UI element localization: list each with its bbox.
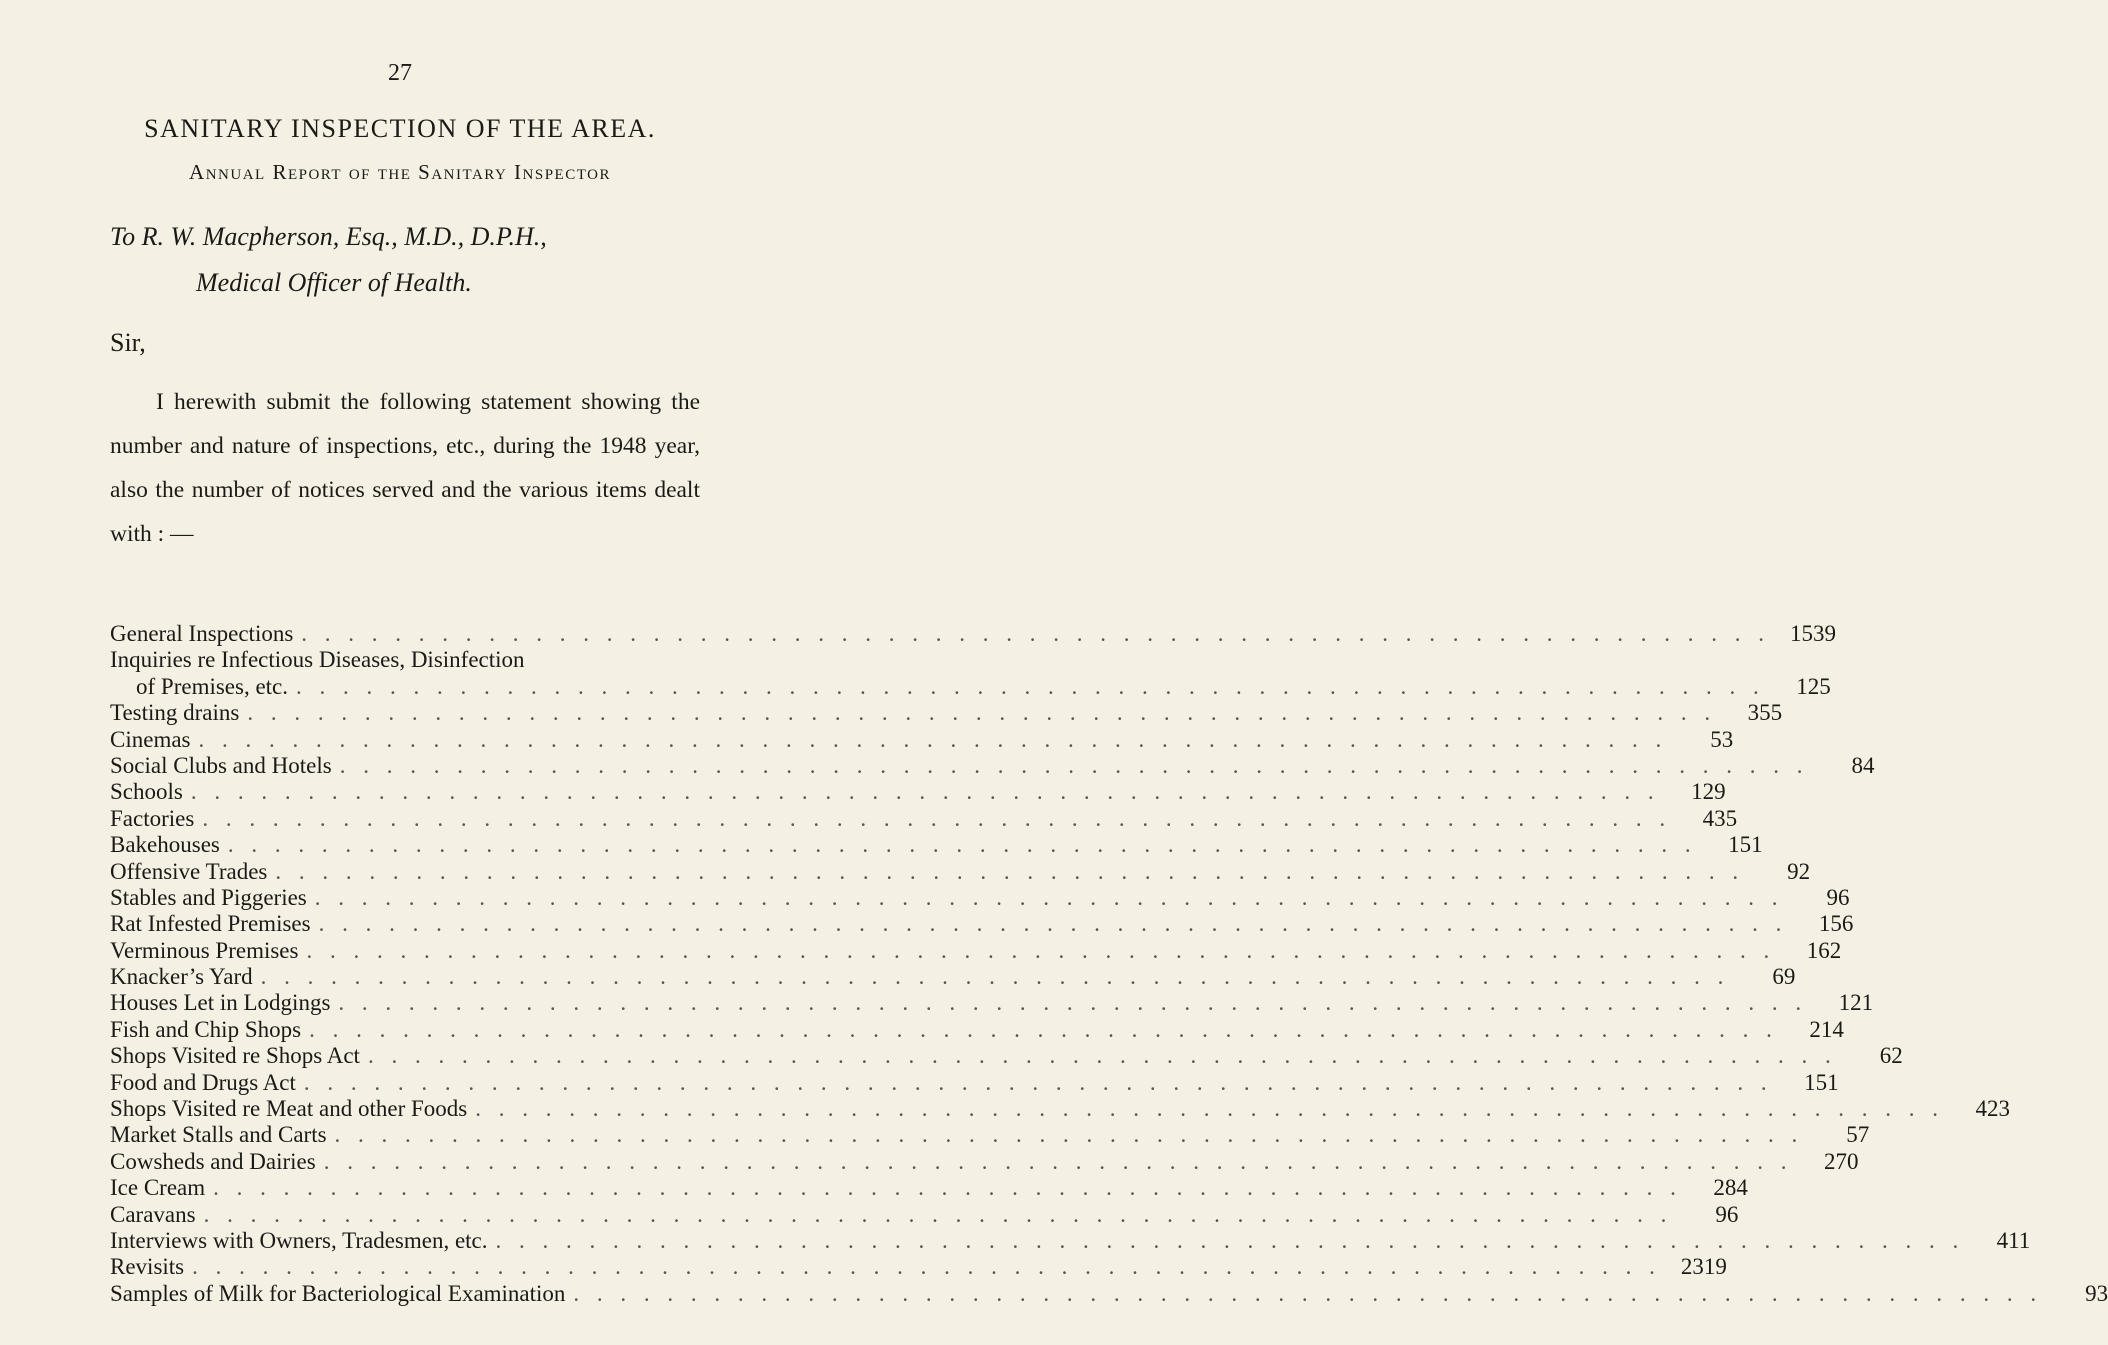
row-value: 93: [2085, 1280, 2108, 1306]
leader-dots: . . . . . . . . . . . . . . . . . . . . . . . . . . . . . . . . . . . . . . . . . . . . . . . . . . . . . . . . . . . . . . .: [296, 673, 1765, 699]
row-label: Cowsheds and Dairies: [110, 1148, 316, 1174]
table-row: [110, 621, 1837, 647]
row-value: 214: [1809, 1016, 1844, 1042]
leader-dots: . . . . . . . . . . . . . . . . . . . . . . . . . . . . . . . . . . . . . . . . . . . . . . . . . . . . . . . . . . . . . . .: [198, 726, 1668, 752]
addressee-title: Medical Officer of Health.: [196, 268, 472, 297]
row-label: Cinemas: [110, 726, 191, 752]
row-value: 96: [1715, 1201, 1739, 1227]
leader-dots: . . . . . . . . . . . . . . . . . . . . . . . . . . . . . . . . . . . . . . . . . . . . . . . . . . . . . . . . . . . . . . .: [318, 911, 1788, 937]
row-label: Market Stalls and Carts: [110, 1122, 327, 1148]
table-row: [110, 1280, 2108, 1307]
row-value: 121: [1838, 990, 1874, 1016]
row-label: Revisits: [110, 1254, 185, 1280]
table-row: [110, 1254, 1727, 1280]
table-row: [110, 858, 1811, 885]
intro-paragraph: I herewith submit the following statement showing the number and nature of inspections, etc., during the 1948 year, also the number of notices served and the various items dealt with : —: [110, 389, 700, 547]
table-row: [110, 1148, 1859, 1175]
row-label: Food and Drugs Act: [110, 1069, 296, 1095]
row-value: 62: [1879, 1043, 1903, 1069]
leader-dots: . . . . . . . . . . . . . . . . . . . . . . . . . . . . . . . . . . . . . . . . . . . . . . . . . . . . . . . . . . . . . . .: [227, 832, 1697, 858]
leader-dots: . . . . . . . . . . . . . . . . . . . . . . . . . . . . . . . . . . . . . . . . . . . . . . . . . . . . . . . . . . . . . . .: [301, 621, 1771, 646]
row-label: General Inspections: [110, 621, 294, 646]
table-row: [110, 937, 1842, 964]
table-row: [110, 726, 1734, 753]
table-row: [110, 911, 1854, 937]
row-label: Shops Visited re Meat and other Foods: [110, 1096, 468, 1122]
row-value: 151: [1728, 832, 1763, 858]
table-row: [110, 673, 1831, 700]
table-row: [110, 1175, 1748, 1201]
row-label: Stables and Piggeries: [110, 884, 307, 910]
leader-dots: . . . . . . . . . . . . . . . . . . . . . . . . . . . . . . . . . . . . . . . . . . . . . . . . . . . . . . . . . . . . . . .: [475, 1096, 1944, 1122]
leader-dots: . . . . . . . . . . . . . . . . . . . . . . . . . . . . . . . . . . . . . . . . . . . . . . . . . . . . . . . . . . . . . . .: [339, 752, 1809, 778]
row-label: Houses Let in Lodgings: [110, 990, 331, 1016]
row-value: 92: [1787, 858, 1811, 884]
addressee-line: To R. W. Macpherson, Esq., M.D., D.P.H.,: [110, 222, 547, 251]
row-label: Schools: [110, 779, 183, 805]
leader-dots: . . . . . . . . . . . . . . . . . . . . . . . . . . . . . . . . . . . . . . . . . . . . . . . . . . . . . . . . . . . . . . .: [260, 964, 1730, 990]
leader-dots: . . . . . . . . . . . . . . . . . . . . . . . . . . . . . . . . . . . . . . . . . . . . . . . . . . . . . . . . . . . . . . .: [495, 1227, 1965, 1253]
leader-dots: . . . . . . . . . . . . . . . . . . . . . . . . . . . . . . . . . . . . . . . . . . . . . . . . . . . . . . . . . . . . . . .: [202, 805, 1672, 831]
row-label: Knacker’s Yard: [110, 964, 253, 990]
leader-dots: . . . . . . . . . . . . . . . . . . . . . . . . . . . . . . . . . . . . . . . . . . . . . . . . . . . . . . . . . . . . . . .: [303, 1069, 1773, 1095]
leader-dots: . . . . . . . . . . . . . . . . . . . . . . . . . . . . . . . . . . . . . . . . . . . . . . . . . . . . . . . . . . . . . . .: [213, 1175, 1682, 1201]
row-value: 57: [1846, 1122, 1870, 1148]
table-row: [110, 1016, 1844, 1043]
leader-dots: . . . . . . . . . . . . . . . . . . . . . . . . . . . . . . . . . . . . . . . . . . . . . . . . . . . . . . . . . . . . . . .: [573, 1280, 2043, 1306]
leader-dots: . . . . . . . . . . . . . . . . . . . . . . . . . . . . . . . . . . . . . . . . . . . . . . . . . . . . . . . . . . . . . . .: [247, 700, 1717, 726]
row-value: 435: [1702, 805, 1738, 831]
row-value: 151: [1804, 1069, 1839, 1095]
row-value: 284: [1713, 1175, 1748, 1201]
table-row: [110, 700, 1783, 726]
row-label: Bakehouses: [110, 832, 220, 858]
leader-dots: . . . . . . . . . . . . . . . . . . . . . . . . . . . . . . . . . . . . . . . . . . . . . . . . . . . . . . . . . . . . . . .: [334, 1122, 1804, 1148]
row-label: Caravans: [110, 1201, 196, 1227]
table-row: [110, 1201, 1739, 1228]
row-value: 162: [1806, 937, 1842, 963]
row-value: 423: [1975, 1096, 2010, 1122]
row-label: Offensive Trades: [110, 858, 268, 884]
leader-dots: . . . . . . . . . . . . . . . . . . . . . . . . . . . . . . . . . . . . . . . . . . . . . . . . . . . . . . . . . . . . . . .: [275, 858, 1745, 884]
row-label: Fish and Chip Shops: [110, 1016, 302, 1042]
report-subtitle: Annual Report of the Sanitary Inspector: [189, 160, 611, 184]
leader-dots: . . . . . . . . . . . . . . . . . . . . . . . . . . . . . . . . . . . . . . . . . . . . . . . . . . . . . . . . . . . . . . .: [323, 1148, 1793, 1174]
row-label: Social Clubs and Hotels: [110, 752, 332, 778]
row-label: Rat Infested Premises: [110, 911, 311, 937]
table-row: [110, 779, 1726, 805]
leader-dots: . . . . . . . . . . . . . . . . . . . . . . . . . . . . . . . . . . . . . . . . . . . . . . . . . . . . . . . . . . . . . . .: [309, 1016, 1778, 1042]
row-value: 129: [1691, 779, 1726, 805]
row-label: Inquiries re Infectious Diseases, Disinfection: [110, 647, 525, 673]
row-label: Ice Cream: [110, 1175, 206, 1201]
row-value: 411: [1996, 1227, 2031, 1253]
table-row: [110, 1122, 1870, 1148]
leader-dots: . . . . . . . . . . . . . . . . . . . . . . . . . . . . . . . . . . . . . . . . . . . . . . . . . . . . . . . . . . . . . . .: [192, 1254, 1661, 1280]
row-value: 69: [1772, 964, 1796, 990]
table-row: [110, 1227, 2031, 1254]
table-row: [110, 752, 1875, 779]
table-row: [110, 1069, 1839, 1096]
row-label: Factories: [110, 805, 195, 831]
inspection-table: [110, 621, 2108, 1307]
table-row: [110, 1043, 1903, 1069]
row-label: Verminous Premises: [110, 937, 299, 963]
table-row: [110, 884, 1850, 911]
row-value: 355: [1747, 700, 1783, 726]
row-label: of Premises, etc.: [136, 673, 289, 699]
row-label: Interviews with Owners, Tradesmen, etc.: [110, 1227, 488, 1253]
table-row: [110, 964, 1796, 990]
table-row: [110, 1096, 2010, 1122]
table-row: [110, 805, 1738, 832]
row-value: 84: [1851, 752, 1875, 778]
leader-dots: . . . . . . . . . . . . . . . . . . . . . . . . . . . . . . . . . . . . . . . . . . . . . . . . . . . . . . . . . . . . . . .: [367, 1043, 1837, 1069]
row-value: 1539: [1790, 621, 1837, 646]
leader-dots: . . . . . . . . . . . . . . . . . . . . . . . . . . . . . . . . . . . . . . . . . . . . . . . . . . . . . . . . . . . . . . .: [203, 1201, 1673, 1227]
page-number: 27: [388, 60, 412, 86]
leader-dots: . . . . . . . . . . . . . . . . . . . . . . . . . . . . . . . . . . . . . . . . . . . . . . . . . . . . . . . . . . . . . . .: [306, 937, 1776, 963]
row-label: Samples of Milk for Bacteriological Examination: [110, 1280, 566, 1306]
row-value: 53: [1710, 726, 1734, 752]
leader-dots: . . . . . . . . . . . . . . . . . . . . . . . . . . . . . . . . . . . . . . . . . . . . . . . . . . . . . . . . . . . . . . .: [314, 884, 1784, 910]
table-row: [110, 832, 1763, 858]
row-value: 125: [1796, 673, 1831, 699]
table-row: [110, 990, 1874, 1016]
table-row: [110, 647, 700, 673]
leader-dots: . . . . . . . . . . . . . . . . . . . . . . . . . . . . . . . . . . . . . . . . . . . . . . . . . . . . . . . . . . . . . . .: [190, 779, 1660, 805]
leader-dots: . . . . . . . . . . . . . . . . . . . . . . . . . . . . . . . . . . . . . . . . . . . . . . . . . . . . . . . . . . . . . . .: [338, 990, 1808, 1016]
row-value: 96: [1826, 884, 1850, 910]
row-value: 270: [1823, 1148, 1859, 1174]
page-title: SANITARY INSPECTION OF THE AREA.: [144, 114, 656, 143]
row-label: Testing drains: [110, 700, 240, 726]
greeting: Sir,: [110, 328, 146, 357]
row-value: 2319: [1680, 1254, 1727, 1280]
row-value: 156: [1818, 911, 1854, 937]
row-label: Shops Visited re Shops Act: [110, 1043, 360, 1069]
